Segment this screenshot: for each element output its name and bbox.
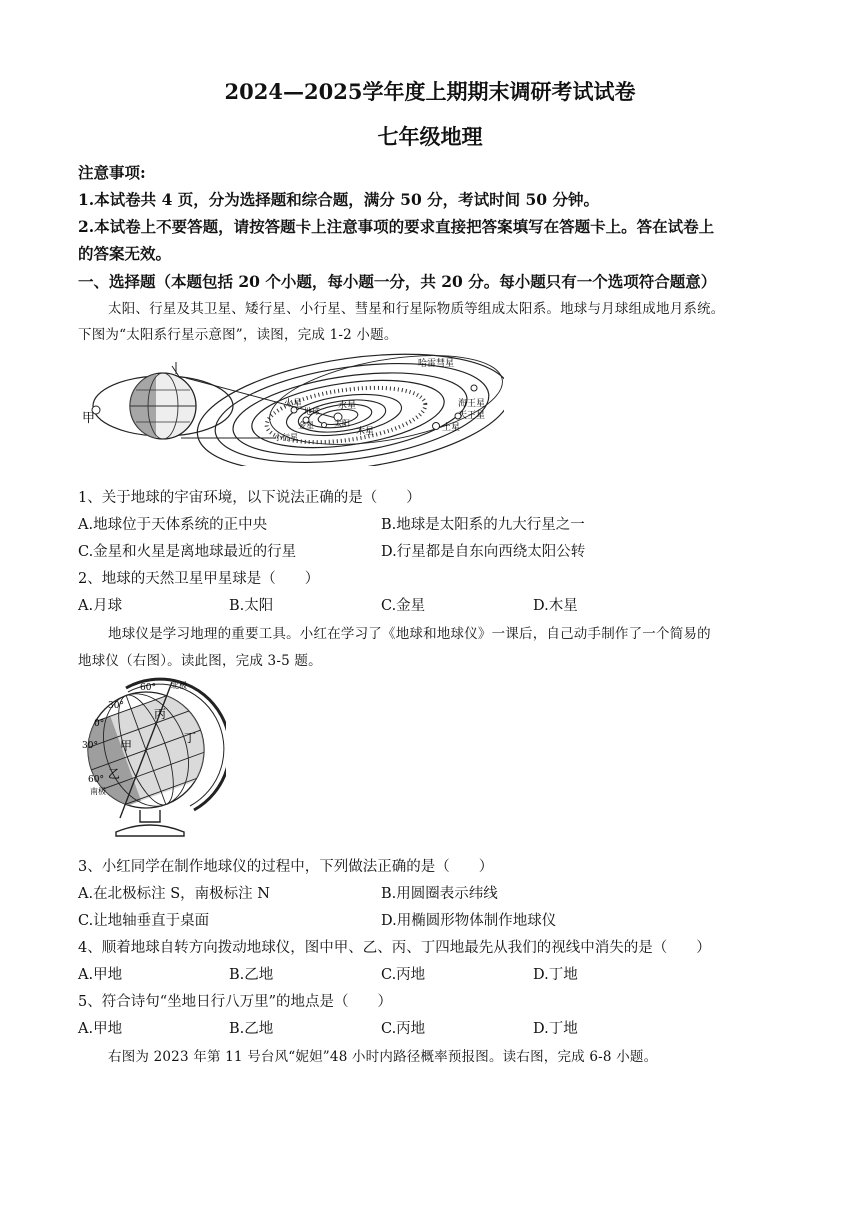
q5-option-b[interactable]: B.乙地 [229,1021,274,1037]
q4-option-d[interactable]: D.丁地 [533,967,578,983]
notice-item-2-line-2: 的答案无效。 [78,244,172,263]
point-bing-label: 丙 [154,707,167,721]
passage-2-line-1: 地球仪是学习地理的重要工具。小红在学习了《地球和地球仪》一课后，自己动手制作了一个简易的 [108,626,711,642]
notice-item-1: 1.本试卷共 4 页，分为选择题和综合题，满分 50 分，考试时间 50 分钟。 [78,190,599,209]
lat-30s-label: 30° [82,741,98,751]
q1-option-a[interactable]: A.地球位于天体系统的正中央 [78,517,268,533]
q1-option-d[interactable]: D.行星都是自东向西绕太阳公转 [381,544,586,560]
q5-stem: 5、符合诗句“坐地日行八万里”的地点是（ ） [78,994,393,1010]
saturn-label: 土星 [442,423,461,433]
neptune-label: 海王星 [458,399,486,409]
q3-option-b[interactable]: B.用圆圈表示纬线 [381,886,498,902]
globe-figure [76,676,226,840]
passage-2-line-2: 地球仪（右图）。读此图，完成 3-5 题。 [78,653,322,669]
lat-60s-label: 60° [88,775,104,785]
q4-option-a[interactable]: A.甲地 [78,967,123,983]
point-ding-label: 丁 [184,731,197,745]
page-title: 2024—2025学年度上期期末调研考试试卷 [224,79,636,104]
q3-option-d[interactable]: D.用椭圆形物体制作地球仪 [381,913,557,929]
lat-30n-label: 30° [108,701,124,711]
q1-option-b[interactable]: B.地球是太阳系的九大行星之一 [381,517,585,533]
south-pole-label: 南极 [90,787,106,796]
section-1-heading: 一、选择题（本题包括 20 个小题，每小题一分，共 20 分。每小题只有一个选项符合题意） [78,272,717,291]
q3-option-a[interactable]: A.在北极标注 S，南极标注 N [78,886,270,902]
north-pole-label: 北极 [171,681,187,690]
passage-1-line-1: 太阳、行星及其卫星、矮行星、小行星、彗星和行星际物质等组成太阳系。地球与月球组成地月系统。 [108,301,725,317]
venus-label: 金星 [298,421,314,430]
halley-label: 哈雷彗星 [418,359,455,369]
notice-item-2-line-1: 2.本试卷上不要答题，请按答题卡上注意事项的要求直接把答案填写在答题卡上。答在试卷上 [78,217,715,236]
q2-option-c[interactable]: C.金星 [381,598,426,614]
uranus-label: 天王星 [458,411,486,421]
lat-0-label: 0° [94,719,105,729]
point-jia-label: 甲 [120,739,133,753]
q4-option-c[interactable]: C.丙地 [381,967,426,983]
passage-1-line-2: 下图为“太阳系行星示意图”，读图，完成 1-2 小题。 [78,327,398,343]
q2-option-d[interactable]: D.木星 [533,598,578,614]
passage-3-line-1: 右图为 2023 年第 11 号台风“妮妲”48 小时内路径概率预报图。读右图，完成 6-8 小题。 [108,1049,658,1065]
q5-option-d[interactable]: D.丁地 [533,1021,578,1037]
mars-label: 火星 [284,399,303,409]
page-subtitle: 七年级地理 [377,124,483,149]
q2-stem: 2、地球的天然卫星甲星球是（ ） [78,571,320,587]
q4-stem: 4、顺着地球自转方向拨动地球仪，图中甲、乙、丙、丁四地最先从我们的视线中消失的是（ ） [78,940,711,956]
lat-60n-label: 60° [140,683,156,693]
mercury-label: 水星 [338,401,357,411]
q3-stem: 3、小红同学在制作地球仪的过程中，下列做法正确的是（ ） [78,859,494,875]
q5-option-a[interactable]: A.甲地 [78,1021,123,1037]
solar-system-figure [76,348,504,466]
q3-option-c[interactable]: C.让地轴垂直于桌面 [78,913,210,929]
q4-option-b[interactable]: B.乙地 [229,967,274,983]
point-yi-label: 乙 [108,767,121,781]
sun-label: 太阳 [334,419,350,428]
jupiter-label: 木星 [356,427,375,437]
earth-label: 地球 [304,407,320,416]
q1-option-c[interactable]: C.金星和火星是离地球最近的行星 [78,544,297,560]
q1-stem: 1、关于地球的宇宙环境，以下说法正确的是（ ） [78,490,421,506]
q5-option-c[interactable]: C.丙地 [381,1021,426,1037]
notice-heading: 注意事项: [78,163,146,182]
q2-option-a[interactable]: A.月球 [78,598,123,614]
moon-label: 甲 [82,411,96,426]
q2-option-b[interactable]: B.太阳 [229,598,274,614]
asteroid-label: 小行星 [274,433,298,442]
